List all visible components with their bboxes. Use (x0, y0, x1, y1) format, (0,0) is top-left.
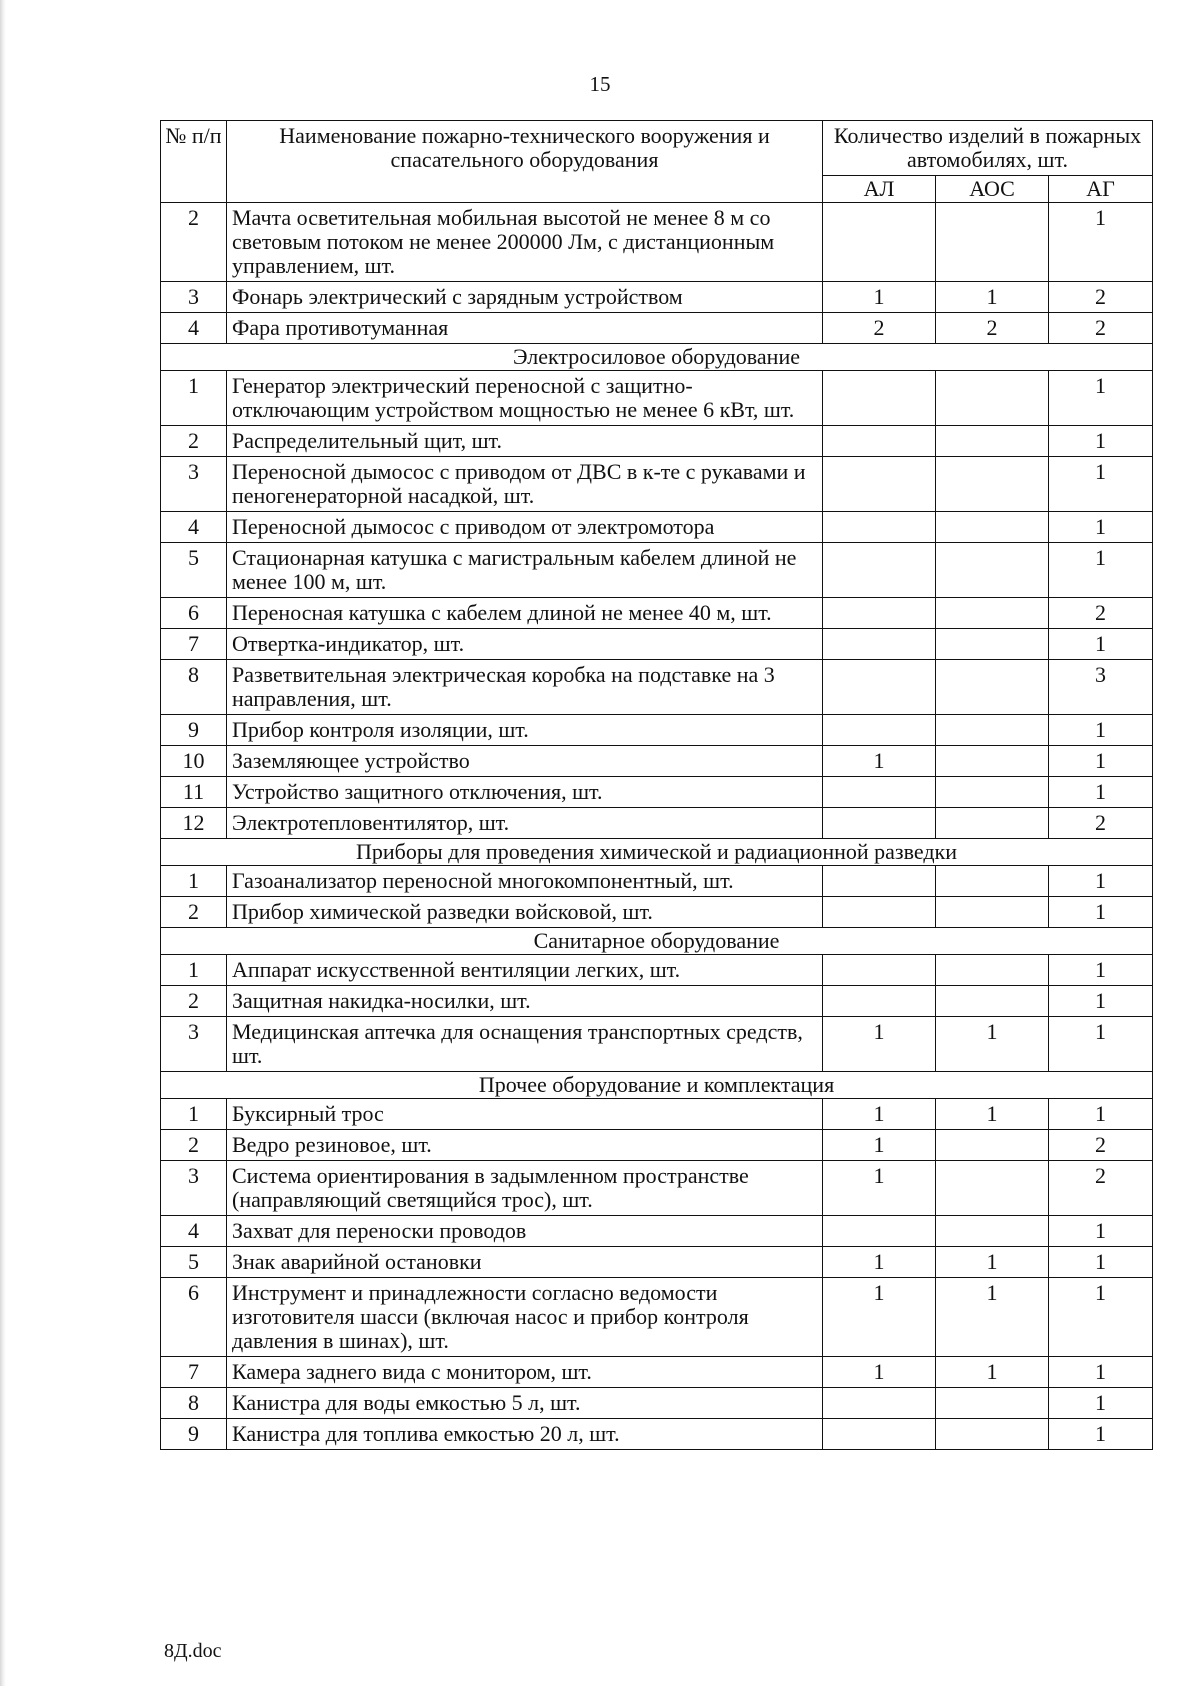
qty-ag: 2 (1049, 282, 1153, 313)
qty-ag: 1 (1049, 1216, 1153, 1247)
table-row (161, 1161, 1153, 1216)
row-number: 8 (161, 660, 227, 715)
header-aos: АОС (936, 176, 1049, 203)
item-name: Электротепловентилятор, шт. (227, 808, 823, 839)
qty-ag: 1 (1049, 986, 1153, 1017)
row-number: 1 (161, 955, 227, 986)
table-row (161, 1419, 1153, 1450)
row-number: 2 (161, 986, 227, 1017)
qty-ag: 2 (1049, 808, 1153, 839)
row-number: 2 (161, 897, 227, 928)
item-name: Заземляющее устройство (227, 746, 823, 777)
qty-aos (936, 746, 1049, 777)
item-name: Мачта осветительная мобильная высотой не менее 8 м со световым потоком не менее 200000 Лм, с дистанционным управлением, шт. (227, 203, 823, 282)
qty-ag: 1 (1049, 866, 1153, 897)
qty-aos: 2 (936, 313, 1049, 344)
qty-ag: 1 (1049, 1247, 1153, 1278)
row-number: 1 (161, 866, 227, 897)
table-row (161, 1099, 1153, 1130)
qty-ag: 1 (1049, 457, 1153, 512)
qty-aos (936, 426, 1049, 457)
item-name: Аппарат искусственной вентиляции легких, шт. (227, 955, 823, 986)
qty-ag: 1 (1049, 897, 1153, 928)
qty-aos (936, 629, 1049, 660)
section-row (161, 344, 1153, 371)
qty-aos (936, 371, 1049, 426)
table-row (161, 660, 1153, 715)
qty-al (823, 808, 936, 839)
qty-ag: 2 (1049, 1161, 1153, 1216)
header-num: № п/п (161, 121, 227, 203)
row-number: 11 (161, 777, 227, 808)
qty-aos (936, 808, 1049, 839)
table-row (161, 715, 1153, 746)
qty-ag: 1 (1049, 715, 1153, 746)
row-number: 1 (161, 371, 227, 426)
qty-al: 1 (823, 1278, 936, 1357)
item-name: Разветвительная электрическая коробка на подставке на 3 направления, шт. (227, 660, 823, 715)
qty-ag: 1 (1049, 1388, 1153, 1419)
qty-aos (936, 986, 1049, 1017)
qty-aos: 1 (936, 1357, 1049, 1388)
qty-al: 1 (823, 1161, 936, 1216)
qty-aos (936, 457, 1049, 512)
header-ag: АГ (1049, 176, 1153, 203)
qty-al (823, 371, 936, 426)
qty-al (823, 512, 936, 543)
table-header-row (161, 121, 1153, 176)
table-row (161, 203, 1153, 282)
table-row (161, 1247, 1153, 1278)
row-number: 9 (161, 715, 227, 746)
qty-al (823, 598, 936, 629)
item-name: Буксирный трос (227, 1099, 823, 1130)
qty-aos (936, 203, 1049, 282)
table-row (161, 1130, 1153, 1161)
table-row (161, 629, 1153, 660)
row-number: 10 (161, 746, 227, 777)
qty-al (823, 543, 936, 598)
qty-al (823, 986, 936, 1017)
qty-aos: 1 (936, 1017, 1049, 1072)
row-number: 2 (161, 426, 227, 457)
item-name: Система ориентирования в задымленном пространстве (направляющий светящийся трос), шт. (227, 1161, 823, 1216)
row-number: 9 (161, 1419, 227, 1450)
row-number: 2 (161, 1130, 227, 1161)
header-al: АЛ (823, 176, 936, 203)
item-name: Переносная катушка с кабелем длиной не менее 40 м, шт. (227, 598, 823, 629)
table-row (161, 1388, 1153, 1419)
qty-aos (936, 777, 1049, 808)
row-number: 4 (161, 512, 227, 543)
qty-ag: 2 (1049, 1130, 1153, 1161)
qty-aos (936, 715, 1049, 746)
qty-aos (936, 1216, 1049, 1247)
qty-al (823, 1216, 936, 1247)
table-row (161, 512, 1153, 543)
table-row (161, 866, 1153, 897)
item-name: Камера заднего вида с монитором, шт. (227, 1357, 823, 1388)
qty-al: 1 (823, 1247, 936, 1278)
qty-al (823, 955, 936, 986)
qty-al (823, 866, 936, 897)
item-name: Устройство защитного отключения, шт. (227, 777, 823, 808)
qty-al: 1 (823, 1017, 936, 1072)
qty-ag: 1 (1049, 746, 1153, 777)
table-row (161, 777, 1153, 808)
qty-al (823, 897, 936, 928)
qty-ag: 1 (1049, 777, 1153, 808)
table-row (161, 598, 1153, 629)
qty-aos: 1 (936, 1247, 1049, 1278)
qty-ag: 1 (1049, 512, 1153, 543)
table-row (161, 1278, 1153, 1357)
section-title: Прочее оборудование и комплектация (161, 1072, 1153, 1099)
qty-aos: 1 (936, 1278, 1049, 1357)
section-row (161, 1072, 1153, 1099)
qty-aos (936, 1130, 1049, 1161)
item-name: Знак аварийной остановки (227, 1247, 823, 1278)
section-title: Санитарное оборудование (161, 928, 1153, 955)
item-name: Медицинская аптечка для оснащения транспортных средств, шт. (227, 1017, 823, 1072)
qty-al (823, 715, 936, 746)
table-row (161, 543, 1153, 598)
row-number: 4 (161, 313, 227, 344)
item-name: Инструмент и принадлежности согласно ведомости изготовителя шасси (включая насос и прибор контроля давления в шинах), шт. (227, 1278, 823, 1357)
qty-aos: 1 (936, 1099, 1049, 1130)
qty-ag: 1 (1049, 543, 1153, 598)
item-name: Ведро резиновое, шт. (227, 1130, 823, 1161)
item-name: Канистра для топлива емкостью 20 л, шт. (227, 1419, 823, 1450)
table-row (161, 955, 1153, 986)
qty-ag: 1 (1049, 955, 1153, 986)
qty-al (823, 426, 936, 457)
item-name: Канистра для воды емкостью 5 л, шт. (227, 1388, 823, 1419)
qty-ag: 1 (1049, 1357, 1153, 1388)
table-row (161, 897, 1153, 928)
item-name: Прибор химической разведки войсковой, шт. (227, 897, 823, 928)
item-name: Защитная накидка-носилки, шт. (227, 986, 823, 1017)
row-number: 7 (161, 1357, 227, 1388)
qty-ag: 1 (1049, 426, 1153, 457)
item-name: Отвертка-индикатор, шт. (227, 629, 823, 660)
table-row (161, 746, 1153, 777)
qty-aos (936, 1419, 1049, 1450)
item-name: Газоанализатор переносной многокомпонентный, шт. (227, 866, 823, 897)
equipment-table (160, 120, 1153, 1450)
qty-ag: 1 (1049, 203, 1153, 282)
qty-aos (936, 598, 1049, 629)
qty-aos (936, 955, 1049, 986)
header-name: Наименование пожарно-технического вооружения и спасательного оборудования (227, 121, 823, 203)
section-title: Приборы для проведения химической и радиационной разведки (161, 839, 1153, 866)
scan-edge (0, 0, 6, 1686)
row-number: 8 (161, 1388, 227, 1419)
qty-ag: 1 (1049, 1099, 1153, 1130)
qty-aos (936, 543, 1049, 598)
table-row (161, 808, 1153, 839)
row-number: 6 (161, 1278, 227, 1357)
row-number: 3 (161, 1161, 227, 1216)
row-number: 5 (161, 1247, 227, 1278)
qty-ag: 1 (1049, 629, 1153, 660)
footer-filename: 8Д.doc (164, 1640, 222, 1662)
row-number: 5 (161, 543, 227, 598)
qty-al (823, 457, 936, 512)
row-number: 3 (161, 457, 227, 512)
qty-al (823, 203, 936, 282)
qty-ag: 1 (1049, 1017, 1153, 1072)
qty-aos (936, 897, 1049, 928)
row-number: 12 (161, 808, 227, 839)
item-name: Захват для переноски проводов (227, 1216, 823, 1247)
item-name: Переносной дымосос с приводом от ДВС в к-те с рукавами и пеногенераторной насадкой, шт. (227, 457, 823, 512)
row-number: 2 (161, 203, 227, 282)
table-body (161, 203, 1153, 1450)
qty-al (823, 629, 936, 660)
item-name: Генератор электрический переносной с защитно-отключающим устройством мощностью не менее 6 кВт, шт. (227, 371, 823, 426)
qty-al: 2 (823, 313, 936, 344)
item-name: Стационарная катушка с магистральным кабелем длиной не менее 100 м, шт. (227, 543, 823, 598)
table-row (161, 313, 1153, 344)
qty-aos (936, 1388, 1049, 1419)
table-row (161, 371, 1153, 426)
section-row (161, 928, 1153, 955)
qty-al: 1 (823, 746, 936, 777)
qty-ag: 3 (1049, 660, 1153, 715)
table-row (161, 1357, 1153, 1388)
row-number: 6 (161, 598, 227, 629)
qty-aos: 1 (936, 282, 1049, 313)
row-number: 3 (161, 1017, 227, 1072)
qty-al (823, 1419, 936, 1450)
qty-al: 1 (823, 282, 936, 313)
table-row (161, 1017, 1153, 1072)
table-row (161, 426, 1153, 457)
table-row (161, 282, 1153, 313)
section-title: Электросиловое оборудование (161, 344, 1153, 371)
qty-ag: 1 (1049, 371, 1153, 426)
qty-ag: 2 (1049, 598, 1153, 629)
header-quantity: Количество изделий в пожарных автомобилях, шт. (823, 121, 1153, 176)
section-row (161, 839, 1153, 866)
qty-aos (936, 866, 1049, 897)
item-name: Фара противотуманная (227, 313, 823, 344)
row-number: 7 (161, 629, 227, 660)
qty-ag: 1 (1049, 1278, 1153, 1357)
row-number: 3 (161, 282, 227, 313)
item-name: Переносной дымосос с приводом от электромотора (227, 512, 823, 543)
table-row (161, 986, 1153, 1017)
qty-al: 1 (823, 1357, 936, 1388)
qty-al (823, 777, 936, 808)
qty-aos (936, 1161, 1049, 1216)
item-name: Распределительный щит, шт. (227, 426, 823, 457)
page-number: 15 (589, 72, 611, 96)
qty-aos (936, 512, 1049, 543)
table-row (161, 457, 1153, 512)
table-row (161, 1216, 1153, 1247)
qty-al: 1 (823, 1130, 936, 1161)
row-number: 4 (161, 1216, 227, 1247)
qty-ag: 2 (1049, 313, 1153, 344)
item-name: Прибор контроля изоляции, шт. (227, 715, 823, 746)
qty-al (823, 1388, 936, 1419)
qty-al: 1 (823, 1099, 936, 1130)
row-number: 1 (161, 1099, 227, 1130)
qty-al (823, 660, 936, 715)
item-name: Фонарь электрический с зарядным устройством (227, 282, 823, 313)
qty-aos (936, 660, 1049, 715)
qty-ag: 1 (1049, 1419, 1153, 1450)
